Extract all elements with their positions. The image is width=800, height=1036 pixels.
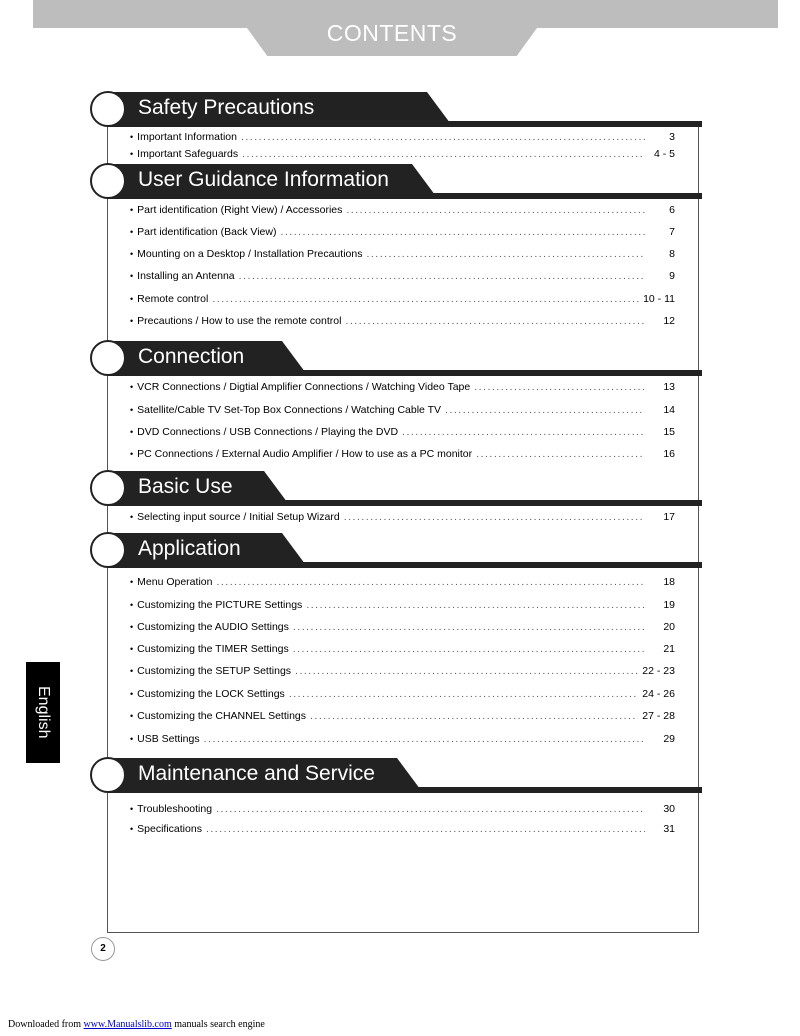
entry-page: 13: [663, 381, 675, 393]
entry-text: Part identification (Right View) / Accessories: [137, 204, 343, 216]
language-label: English: [35, 686, 52, 739]
toc-entry[interactable]: • PC Connections / External Audio Amplifier / How to use as a PC monitor ..... 16: [130, 446, 675, 462]
section-title: Basic Use: [138, 475, 233, 498]
section-connection: [90, 341, 702, 377]
entry-text: Customizing the AUDIO Settings: [137, 621, 289, 633]
entry-page: 31: [663, 823, 675, 835]
toc-entry[interactable]: • Customizing the CHANNEL Settings ..... 27 - 28: [130, 708, 675, 724]
toc-entry[interactable]: • Precautions / How to use the remote control ..... 12: [130, 313, 675, 329]
entry-page: 22 - 23: [642, 665, 675, 677]
entry-page: 10 - 11: [643, 293, 675, 305]
entry-text: Customizing the CHANNEL Settings: [137, 710, 307, 722]
entry-page: 16: [663, 448, 675, 460]
entry-text: Remote control: [137, 293, 209, 305]
toc-entry[interactable]: • Customizing the LOCK Settings ..... 24 - 26: [130, 686, 675, 702]
entry-text: Installing an Antenna: [137, 270, 235, 282]
toc-entry[interactable]: • Troubleshooting ..... 30: [130, 801, 675, 817]
entry-text: PC Connections / External Audio Amplifier / How to use as a PC monitor: [137, 448, 473, 460]
footer: [8, 1019, 265, 1030]
entry-page: 7: [669, 226, 675, 238]
section-user-guidance: [90, 164, 702, 200]
footer-link[interactable]: www.Manualslib.com: [83, 1019, 172, 1030]
entry-text: Selecting input source / Initial Setup Wizard: [137, 511, 340, 523]
toc-entry[interactable]: [130, 129, 675, 145]
toc-entry[interactable]: • Customizing the TIMER Settings ..... 21: [130, 641, 675, 657]
entry-text: Customizing the PICTURE Settings: [137, 599, 303, 611]
toc-entry[interactable]: [130, 146, 675, 162]
footer-prefix: Downloaded from: [8, 1019, 82, 1030]
entry-text: Satellite/Cable TV Set-Top Box Connections / Watching Cable TV: [137, 404, 442, 416]
entry-text: VCR Connections / Digtial Amplifier Connections / Watching Video Tape: [137, 381, 471, 393]
entry-page: 30: [663, 803, 675, 815]
entry-page: 3: [669, 131, 675, 143]
entry-text: Customizing the TIMER Settings: [137, 643, 289, 655]
section-circle: [90, 163, 126, 199]
section-circle: [90, 757, 126, 793]
footer-suffix: manuals search engine: [174, 1019, 265, 1030]
entry-page: 21: [663, 643, 675, 655]
entry-page: 6: [669, 204, 675, 216]
entry-text: Important Information: [137, 131, 237, 143]
toc-entry[interactable]: • Part identification (Right View) / Accessories ..... 6: [130, 202, 675, 218]
entry-page: 9: [669, 270, 675, 282]
toc-entry[interactable]: • Specifications ..... 31: [130, 821, 675, 837]
entry-text: USB Settings: [137, 733, 200, 745]
toc-entry[interactable]: • Selecting input source / Initial Setup Wizard ..... 17: [130, 509, 675, 525]
toc-entry[interactable]: • Remote control ..... 10 - 11: [130, 291, 675, 307]
toc-entry[interactable]: • VCR Connections / Digtial Amplifier Connections / Watching Video Tape ..... 13: [130, 379, 675, 395]
entry-page: 19: [663, 599, 675, 611]
section-circle: [90, 91, 126, 127]
section-title: User Guidance Information: [138, 168, 389, 191]
toc-entry[interactable]: • Menu Operation ..... 18: [130, 574, 675, 590]
toc-entry[interactable]: • USB Settings ..... 29: [130, 731, 675, 747]
entry-text: Precautions / How to use the remote control: [137, 315, 342, 327]
section-title: Safety Precautions: [138, 96, 315, 119]
section-basic-use: [90, 471, 702, 507]
entry-page: 24 - 26: [642, 688, 675, 700]
entry-page: 29: [663, 733, 675, 745]
section-circle: [90, 532, 126, 568]
section-title: Connection: [138, 345, 245, 368]
entry-page: 12: [663, 315, 675, 327]
bullet: •: [130, 132, 134, 142]
toc-entry[interactable]: • Satellite/Cable TV Set-Top Box Connections / Watching Cable TV ..... 14: [130, 402, 675, 418]
entry-page: 27 - 28: [642, 710, 675, 722]
entry-text: Customizing the SETUP Settings: [137, 665, 292, 677]
entry-text: DVD Connections / USB Connections / Playing the DVD: [137, 426, 399, 438]
toc-entry[interactable]: • Customizing the AUDIO Settings ..... 20: [130, 619, 675, 635]
toc-entry[interactable]: • Customizing the PICTURE Settings ..... 19: [130, 597, 675, 613]
toc-entry[interactable]: • Installing an Antenna ..... 9: [130, 268, 675, 284]
section-circle: [90, 470, 126, 506]
section-circle: [90, 340, 126, 376]
entry-page: 18: [663, 576, 675, 588]
entry-text: Part identification (Back View): [137, 226, 277, 238]
toc-entry[interactable]: • Customizing the SETUP Settings ..... 22 - 23: [130, 663, 675, 679]
entry-text: Menu Operation: [137, 576, 213, 588]
section-maintenance: [90, 758, 702, 794]
entry-page: 8: [669, 248, 675, 260]
entry-page: 14: [663, 404, 675, 416]
section-safety-precautions: [90, 92, 702, 128]
section-title: Maintenance and Service: [138, 762, 375, 785]
section-application: [90, 533, 702, 569]
bullet: •: [130, 149, 134, 159]
section-title: Application: [138, 537, 241, 560]
toc-entry[interactable]: • Mounting on a Desktop / Installation Precautions ..... 8: [130, 246, 675, 262]
entry-text: Important Safeguards: [137, 148, 239, 160]
page-title: CONTENTS: [326, 20, 458, 46]
entry-page: 17: [663, 511, 675, 523]
toc-entry[interactable]: • DVD Connections / USB Connections / Playing the DVD ..... 15: [130, 424, 675, 440]
entry-page: 4 - 5: [653, 148, 675, 160]
entry-text: Specifications: [137, 823, 202, 835]
page-number: 2: [91, 937, 115, 961]
entry-page: 20: [663, 621, 675, 633]
toc-entry[interactable]: • Part identification (Back View) ..... 7: [130, 224, 675, 240]
entry-text: Troubleshooting: [137, 803, 213, 815]
entry-text: Customizing the LOCK Settings: [137, 688, 285, 700]
entry-text: Mounting on a Desktop / Installation Precautions: [137, 248, 363, 260]
entry-page: 15: [663, 426, 675, 438]
